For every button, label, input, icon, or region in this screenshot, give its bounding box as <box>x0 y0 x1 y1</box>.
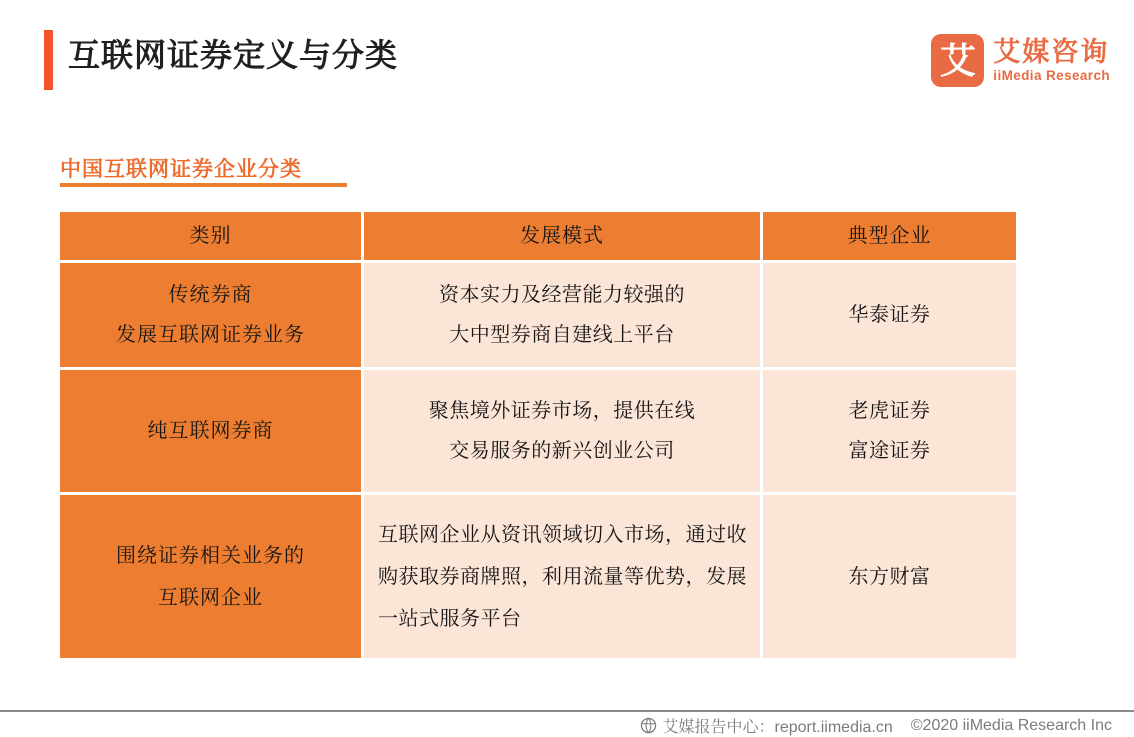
logo-name-en: iiMedia Research <box>993 68 1110 83</box>
cell-line: 老虎证券 <box>848 400 931 422</box>
footer-divider <box>0 710 1134 712</box>
cell-line: 传统券商 <box>168 284 253 306</box>
classification-table <box>60 212 1010 658</box>
section-title: 中国互联网证券企业分类 <box>60 158 302 181</box>
cell-line: 购获取券商牌照，利用流量等优势，发展 <box>378 565 747 588</box>
table-row-category <box>60 263 361 367</box>
cell-line: 交易服务的新兴创业公司 <box>449 440 675 462</box>
logo-text <box>993 37 1110 84</box>
cell-line: 华泰证券 <box>848 304 931 326</box>
cell-line: 互联网企业 <box>158 586 263 609</box>
table-row-model <box>364 263 760 367</box>
footer-copyright: ©2020 iiMedia Research Inc <box>910 716 1112 734</box>
cell-line: 互联网企业从资讯领域切入市场，通过收 <box>378 523 747 546</box>
cell-line: 发展互联网证券业务 <box>116 324 305 346</box>
table-row-companies <box>763 495 1016 658</box>
cell-line: 资本实力及经营能力较强的 <box>439 284 685 306</box>
cell-line: 围绕证券相关业务的 <box>116 544 305 567</box>
page-title: 互联网证券定义与分类 <box>68 37 399 73</box>
iimedia-logo <box>931 34 1110 87</box>
table-header-model: 发展模式 <box>364 212 760 260</box>
table-row-companies <box>763 263 1016 367</box>
cell-line: 一站式服务平台 <box>378 607 522 630</box>
table-row-companies <box>763 370 1016 492</box>
table-row-model <box>364 370 760 492</box>
cell-line: 富途证券 <box>848 440 931 462</box>
title-accent-bar <box>44 30 53 90</box>
table-header-category: 类别 <box>60 212 361 260</box>
footer <box>640 714 1112 737</box>
globe-icon <box>640 717 657 734</box>
table-row-category <box>60 370 361 492</box>
table-header-companies: 典型企业 <box>763 212 1016 260</box>
section-title-underline <box>60 183 347 187</box>
logo-name-cn: 艾媒咨询 <box>993 37 1110 67</box>
cell-line: 纯互联网券商 <box>147 420 274 442</box>
table-row-model <box>364 495 760 658</box>
cell-line: 聚焦境外证券市场，提供在线 <box>428 400 696 422</box>
footer-report-center: 艾媒报告中心：report.iimedia.cn <box>662 719 893 736</box>
iimedia-logo-icon <box>931 34 984 87</box>
cell-line: 东方财富 <box>848 565 931 588</box>
logo-mark-glyph: 艾 <box>939 39 976 81</box>
cell-line: 大中型券商自建线上平台 <box>449 324 675 346</box>
table-row-category <box>60 495 361 658</box>
